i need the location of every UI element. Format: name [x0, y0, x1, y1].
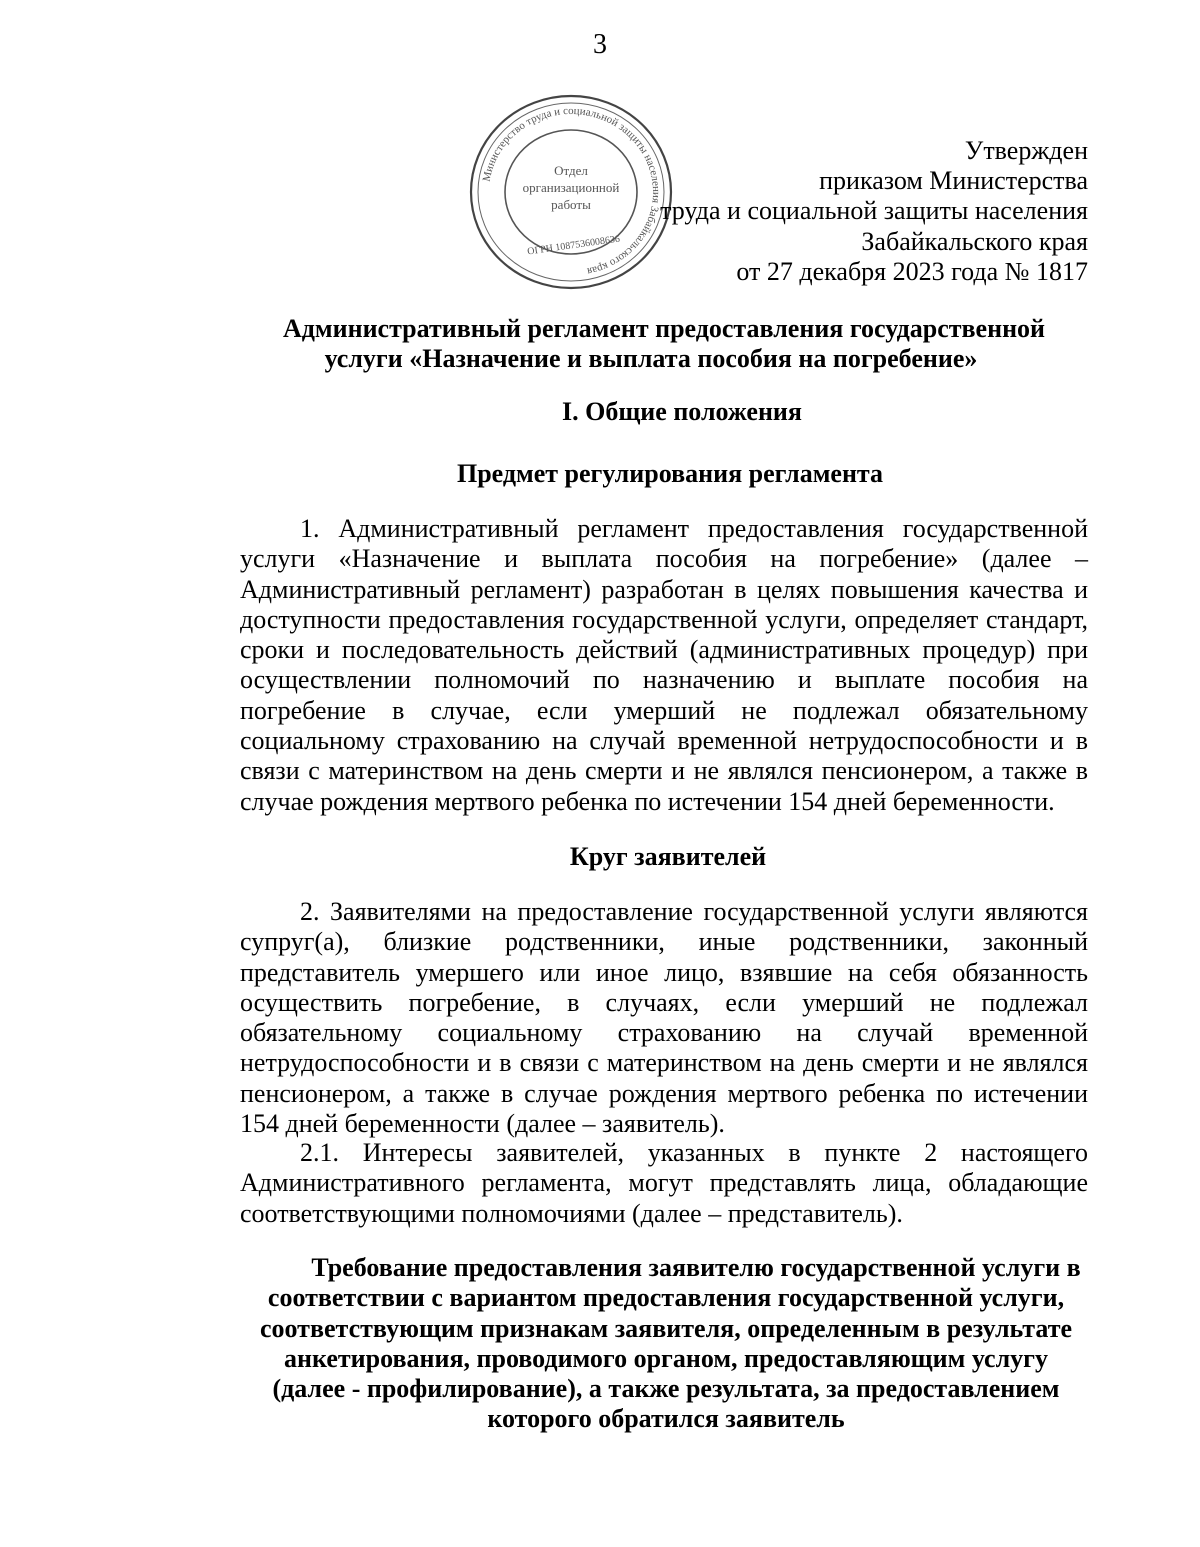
- requirement-heading-line-3: соответствующим признакам заявителя, определенным в результате: [259, 1313, 1073, 1343]
- page-number: 3: [593, 29, 607, 60]
- requirement-heading-line-4: анкетирования, проводимого органом, предоставляющим услугу: [284, 1343, 1048, 1373]
- seal-center-line-3: работы: [551, 197, 591, 212]
- seal-ring-text: Министерство труда и социальной защиты населения Забайкальского края: [480, 104, 663, 278]
- document-title-line-2: услуги «Назначение и выплата пособия на погребение»: [324, 344, 978, 373]
- document-title: [240, 314, 1088, 374]
- requirement-heading-line-1: Требование предоставления заявителю государственной услуги в: [311, 1253, 1081, 1282]
- requirement-heading-line-2: соответствии с вариантом предоставления государственной услуги,: [267, 1283, 1065, 1313]
- subject-heading: Предмет регулирования регламента: [456, 459, 884, 488]
- approval-line-4: Забайкальского края: [861, 226, 1088, 256]
- seal-center-line-2: организационной: [522, 180, 620, 195]
- requirement-heading-line-5: (далее - профилирование), а также результата, за предоставлением: [272, 1374, 1060, 1404]
- approval-block: [528, 136, 1088, 287]
- requirement-heading-line-6: которого обратился заявитель: [487, 1404, 845, 1434]
- paragraph-1: 1. Административный регламент предоставления государственной услуги «Назначение и выплата пособия на погребение» (далее – Административный регламент) разработан в целях повышения качества и доступности предоставления государственной услуги, определяет стандарт, сроки и последовательность действий (административных процедур) при осуществлении полномочий по назначению и выплате пособия на погребение в случае, если умерший не подлежал обязательному социальному страхованию на случай временной нетрудоспособности и в связи с материнством на день смерти и не являлся пенсионером, а также в случае рождения мертвого ребенка по истечении 154 дней беременности.: [240, 514, 1088, 816]
- approval-line-1: Утвержден: [964, 136, 1088, 165]
- seal-center-line-1: Отдел: [554, 163, 588, 178]
- document-title-line-1: Административный регламент предоставления государственной: [282, 314, 1046, 343]
- requirement-heading: [232, 1253, 1100, 1435]
- approval-line-2: приказом Министерства: [819, 166, 1088, 196]
- seal-ogrn: ОГРН 1087536008636: [526, 233, 621, 258]
- applicants-heading: Круг заявителей: [569, 842, 767, 871]
- paragraph-2: 2. Заявителями на предоставление государственной услуги являются супруг(а), близкие родственники, иные родственники, законный представитель умершего или иное лицо, взявшие на себя обязанность осуществить погребение, в случаях, если умерший не подлежал обязательному социальному страхованию на случай временной нетрудоспособности и в связи с материнством на день смерти и не являлся пенсионером, а также в случае рождения мертвого ребенка по истечении 154 дней беременности (далее – заявитель).: [240, 897, 1088, 1139]
- paragraph-2-1: 2.1. Интересы заявителей, указанных в пункте 2 настоящего Административного регламента, могут представлять лица, обладающие соответствующими полномочиями (далее – представитель).: [240, 1138, 1088, 1228]
- section-heading: I. Общие положения: [562, 397, 802, 426]
- approval-line-5: от 27 декабря 2023 года № 1817: [736, 256, 1088, 286]
- approval-line-3: труда и социальной защиты населения: [660, 196, 1088, 226]
